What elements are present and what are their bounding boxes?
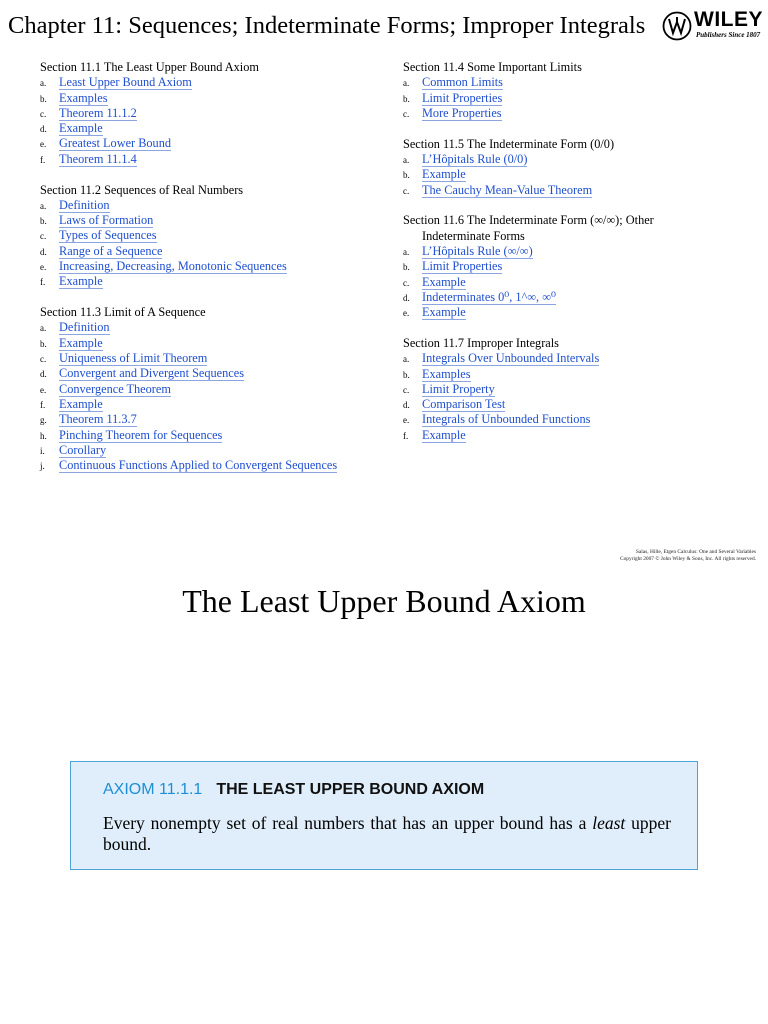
toc-link[interactable]: Greatest Lower Bound (59, 136, 172, 151)
toc-link[interactable]: Increasing, Decreasing, Monotonic Sequences (59, 259, 287, 274)
toc-section (40, 60, 380, 167)
toc-item-letter: b. (403, 369, 410, 380)
toc-item (40, 198, 380, 213)
toc-item (403, 305, 733, 320)
wiley-tagline: Publishers Since 1807 (696, 31, 761, 39)
toc-item (403, 183, 733, 198)
toc-item-letter: c. (403, 108, 410, 119)
toc-item-letter: e. (40, 139, 47, 150)
toc-item-letter: f. (40, 277, 46, 288)
toc-item-letter: f. (403, 430, 409, 441)
axiom-heading (103, 781, 484, 799)
toc-item-letter: a. (403, 154, 410, 165)
section-title-text: Section 11.7 Improper Integrals (403, 335, 559, 350)
axiom-text: upper bound. (103, 813, 671, 854)
toc-item (403, 167, 733, 182)
section-title-continued: Indeterminate Forms (422, 228, 525, 243)
toc-section (403, 213, 733, 320)
toc-item (40, 336, 380, 351)
toc-item (40, 244, 380, 259)
section-title-text: Section 11.2 Sequences of Real Numbers (40, 182, 244, 197)
section-title (40, 183, 380, 198)
toc-link[interactable]: More Properties (422, 105, 502, 120)
toc-link[interactable]: Theorem 11.1.2 (59, 105, 137, 120)
toc-link[interactable]: L’Hôpitals Rule (0/0) (422, 151, 528, 166)
section-title (403, 336, 733, 351)
toc-item (403, 152, 733, 167)
toc-item (40, 136, 380, 151)
toc-link[interactable]: Theorem 11.3.7 (59, 412, 137, 427)
toc-item-letter: c. (40, 108, 47, 119)
toc-item (40, 443, 380, 458)
toc-item-letter: a. (40, 200, 47, 211)
toc-item (403, 382, 733, 397)
toc-link[interactable]: Indeterminates 0⁰, 1^∞, ∞⁰ (422, 289, 556, 304)
toc-link[interactable]: Definition (59, 197, 110, 212)
section-title (40, 305, 380, 320)
toc-right-column (403, 60, 733, 459)
toc-item-letter: e. (403, 308, 410, 319)
wiley-logo (662, 10, 762, 46)
toc-item-letter: i. (40, 445, 45, 456)
toc-left-column (40, 60, 380, 489)
section-title (403, 137, 733, 152)
toc-link[interactable]: Integrals of Unbounded Functions (422, 412, 591, 427)
section-title-text: Section 11.1 The Least Upper Bound Axiom (40, 60, 259, 74)
toc-item (403, 397, 733, 412)
toc-item-letter: c. (403, 277, 410, 288)
toc-section (40, 183, 380, 290)
toc-link[interactable]: Corollary (59, 442, 107, 457)
toc-link[interactable]: Integrals Over Unbounded Intervals (422, 351, 600, 366)
toc-link[interactable]: Convergent and Divergent Sequences (59, 366, 244, 381)
toc-link[interactable]: Continuous Functions Applied to Convergent Sequences (59, 458, 338, 473)
toc-item (40, 274, 380, 289)
toc-link[interactable]: Uniqueness of Limit Theorem (59, 351, 208, 366)
toc-link[interactable]: Limit Properties (422, 259, 503, 274)
toc-item (403, 351, 733, 366)
toc-item (403, 244, 733, 259)
toc-item (403, 275, 733, 290)
wiley-emblem-icon (662, 11, 692, 41)
toc-link[interactable]: Common Limits (422, 75, 503, 90)
toc-item (403, 412, 733, 427)
toc-item-letter: c. (40, 231, 47, 242)
toc-item-letter: a. (403, 246, 410, 257)
slide-title: The Least Upper Bound Axiom (182, 583, 586, 619)
toc-item-letter: d. (40, 246, 47, 257)
toc-item-letter: c. (40, 354, 47, 365)
toc-item (40, 366, 380, 381)
axiom-name: THE LEAST UPPER BOUND AXIOM (216, 781, 485, 798)
toc-link[interactable]: Example (59, 121, 103, 136)
toc-link[interactable]: Example (422, 427, 466, 442)
toc-link[interactable]: Range of a Sequence (59, 243, 163, 258)
toc-item-letter: a. (403, 78, 410, 89)
toc-link[interactable]: Theorem 11.1.4 (59, 151, 137, 166)
toc-item (40, 106, 380, 121)
toc-item (40, 152, 380, 167)
section-title (40, 60, 380, 75)
toc-item-letter: f. (40, 154, 46, 165)
toc-item-letter: f. (40, 399, 46, 410)
toc-link[interactable]: Definition (59, 320, 110, 335)
section-title (403, 213, 733, 244)
axiom-text: Every nonempty set of real numbers that has an upper bound has a (103, 813, 593, 833)
toc-link[interactable]: Example (422, 305, 466, 320)
toc-section (403, 336, 733, 443)
toc-link[interactable]: Limit Properties (422, 90, 503, 105)
toc-item-letter: h. (40, 430, 47, 441)
toc-section (403, 60, 733, 121)
toc-section (403, 137, 733, 198)
toc-item-letter: j. (40, 461, 45, 472)
section-title (403, 60, 733, 75)
toc-item (40, 228, 380, 243)
toc-link[interactable]: Least Upper Bound Axiom (59, 75, 192, 90)
toc-link[interactable]: Example (59, 335, 103, 350)
toc-link[interactable]: Example (422, 274, 466, 289)
toc-item (40, 320, 380, 335)
toc-item-letter: b. (40, 93, 47, 104)
toc-item (403, 428, 733, 443)
toc-item-letter: e. (40, 384, 47, 395)
toc-item (403, 367, 733, 382)
axiom-statement (103, 813, 671, 855)
toc-item (40, 259, 380, 274)
toc-item-letter: d. (403, 292, 410, 303)
copyright-line: Salas, Hille, Etgen Calculus: One and Several Variables (635, 549, 756, 555)
wiley-wordmark: WILEY (694, 8, 763, 31)
copyright-notice (540, 549, 756, 562)
toc-link[interactable]: Example (59, 274, 103, 289)
toc-item-letter: a. (403, 354, 410, 365)
toc-item-letter: a. (40, 323, 47, 334)
toc-item-letter: b. (403, 262, 410, 273)
toc-item (40, 397, 380, 412)
toc-link[interactable]: Types of Sequences (59, 228, 157, 243)
section-title-text: Section 11.6 The Indeterminate Form (∞/∞); Other (403, 213, 654, 228)
toc-item (403, 290, 733, 305)
toc-item (403, 106, 733, 121)
toc-item-letter: b. (403, 170, 410, 181)
toc-link[interactable]: L’Hôpitals Rule (∞/∞) (422, 243, 533, 258)
toc-item (40, 351, 380, 366)
toc-item-letter: b. (40, 216, 47, 227)
toc-link[interactable]: Pinching Theorem for Sequences (59, 427, 223, 442)
toc-item (40, 412, 380, 427)
toc-section (40, 305, 380, 473)
toc-link[interactable]: Limit Property (422, 381, 495, 396)
toc-link[interactable]: Example (422, 167, 466, 182)
toc-item (40, 428, 380, 443)
axiom-emphasis: least (592, 813, 626, 833)
toc-item-letter: e. (403, 415, 410, 426)
toc-link[interactable]: Comparison Test (422, 397, 506, 412)
toc-link[interactable]: Examples (422, 366, 471, 381)
toc-item-letter: d. (40, 124, 47, 135)
toc-item (40, 382, 380, 397)
toc-item (40, 213, 380, 228)
toc-item (40, 91, 380, 106)
toc-link[interactable]: Convergence Theorem (59, 381, 171, 396)
toc-item-letter: b. (403, 93, 410, 104)
toc-item-letter: d. (40, 369, 47, 380)
toc-item-letter: d. (403, 400, 410, 411)
toc-item-letter: c. (403, 185, 410, 196)
toc-item-letter: b. (40, 338, 47, 349)
toc-item (40, 121, 380, 136)
toc-link[interactable]: Laws of Formation (59, 213, 154, 228)
toc-item (403, 75, 733, 90)
toc-item (403, 259, 733, 274)
toc-link[interactable]: Example (59, 396, 103, 411)
toc-link[interactable]: Examples (59, 90, 108, 105)
toc-item (40, 458, 380, 473)
toc-item-letter: a. (40, 78, 47, 89)
toc-item-letter: c. (403, 384, 410, 395)
toc-link[interactable]: The Cauchy Mean-Value Theorem (422, 182, 593, 197)
toc-item-letter: g. (40, 415, 47, 426)
toc-item (403, 91, 733, 106)
axiom-number: AXIOM 11.1.1 (103, 781, 203, 798)
chapter-title: Chapter 11: Sequences; Indeterminate Forms; Improper Integrals (8, 12, 646, 39)
toc-item (40, 75, 380, 90)
section-title-text: Section 11.4 Some Important Limits (403, 60, 582, 74)
section-title-text: Section 11.3 Limit of A Sequence (40, 305, 206, 320)
copyright-line: Copyright 2007 © John Wiley & Sons, Inc. All rights reserved. (620, 555, 756, 562)
axiom-box (70, 761, 698, 870)
toc-item-letter: e. (40, 262, 47, 273)
section-title-text: Section 11.5 The Indeterminate Form (0/0) (403, 136, 615, 151)
